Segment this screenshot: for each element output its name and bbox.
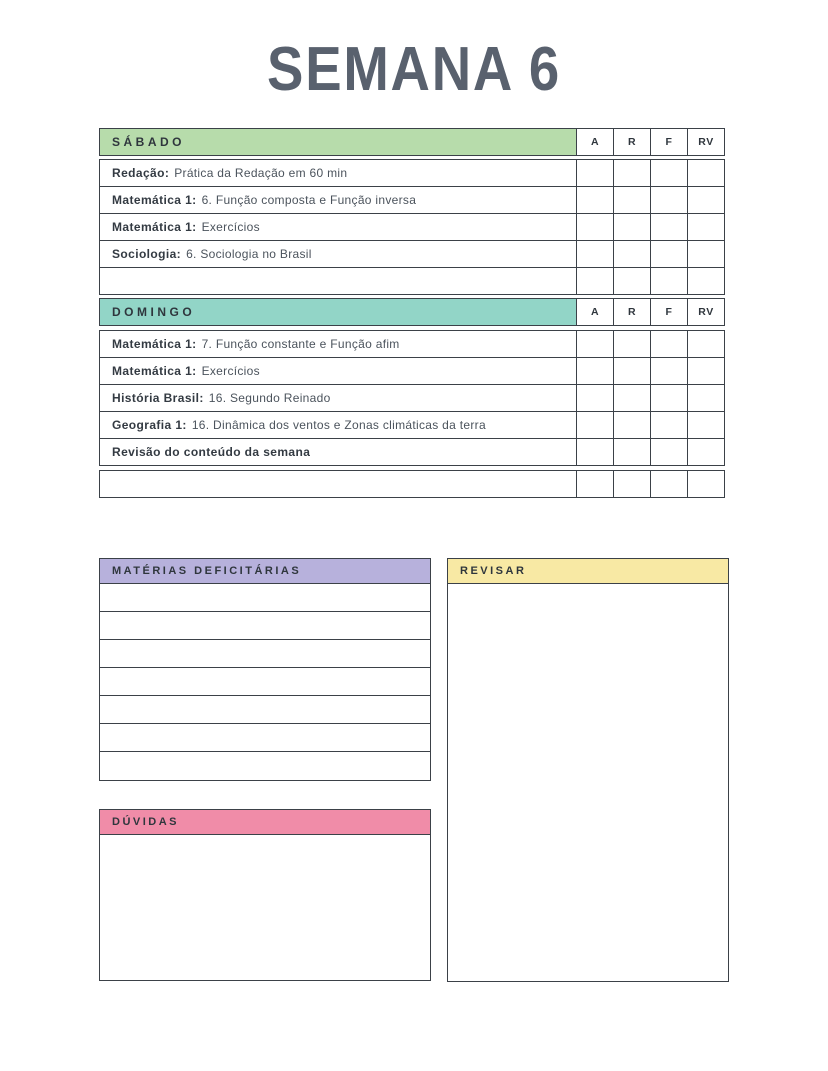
task-row xyxy=(99,438,729,466)
status-cell-r xyxy=(613,357,651,385)
task-description: Exercícios xyxy=(201,220,260,234)
status-cell-r xyxy=(613,411,651,439)
status-cell-r xyxy=(613,267,651,295)
status-column-header-rv: RV xyxy=(687,128,725,156)
status-cell-a xyxy=(576,357,614,385)
review-title: REVISAR xyxy=(460,565,527,577)
status-column-header-a: A xyxy=(576,298,614,326)
task-row xyxy=(99,330,729,358)
blank-line xyxy=(100,668,430,696)
status-column-header-rv: RV xyxy=(687,298,725,326)
status-cell-rv xyxy=(687,186,725,214)
status-cell-a xyxy=(576,330,614,358)
doubts-panel xyxy=(99,809,431,981)
task-row xyxy=(99,159,729,187)
status-cell-f xyxy=(650,159,688,187)
status-cell-f xyxy=(650,186,688,214)
deficient-subjects-header xyxy=(99,558,431,584)
task-cell xyxy=(99,384,577,412)
status-cell-rv xyxy=(687,384,725,412)
status-column-header-f: F xyxy=(650,128,688,156)
task-row xyxy=(99,213,729,241)
status-cell-f xyxy=(650,384,688,412)
status-cell-rv xyxy=(687,411,725,439)
task-row xyxy=(99,357,729,385)
status-cell-r xyxy=(613,240,651,268)
task-subject: História Brasil: xyxy=(112,391,204,405)
task-cell xyxy=(99,330,577,358)
task-cell xyxy=(99,470,577,498)
left-column xyxy=(99,558,431,982)
task-subject: Matemática 1: xyxy=(112,337,197,351)
status-cell-a xyxy=(576,470,614,498)
status-cell-f xyxy=(650,438,688,466)
weekly-schedule-table xyxy=(99,128,729,498)
status-cell-r xyxy=(613,470,651,498)
day-header-row-sabado xyxy=(99,128,729,156)
task-row-empty xyxy=(99,267,729,295)
task-subject: Matemática 1: xyxy=(112,193,197,207)
status-column-header-a: A xyxy=(576,128,614,156)
review-panel xyxy=(447,558,729,982)
task-subject: Matemática 1: xyxy=(112,220,197,234)
day-header-row-domingo xyxy=(99,298,729,326)
status-cell-r xyxy=(613,330,651,358)
doubts-header xyxy=(99,809,431,835)
task-subject: Redação: xyxy=(112,166,170,180)
status-cell-f xyxy=(650,470,688,498)
task-cell xyxy=(99,411,577,439)
status-cell-rv xyxy=(687,330,725,358)
status-cell-r xyxy=(613,186,651,214)
deficient-subjects-title: MATÉRIAS DEFICITÁRIAS xyxy=(112,565,302,577)
task-cell xyxy=(99,240,577,268)
blank-line xyxy=(100,752,430,780)
blank-line xyxy=(100,584,430,612)
day-label-sabado: SÁBADO xyxy=(99,128,577,156)
task-subject: Matemática 1: xyxy=(112,364,197,378)
task-cell xyxy=(99,267,577,295)
task-row xyxy=(99,384,729,412)
status-cell-rv xyxy=(687,240,725,268)
task-description: 16. Segundo Reinado xyxy=(208,391,331,405)
status-cell-f xyxy=(650,411,688,439)
status-cell-a xyxy=(576,438,614,466)
status-cell-a xyxy=(576,240,614,268)
status-cell-r xyxy=(613,384,651,412)
status-column-header-r: R xyxy=(613,128,651,156)
day-label-domingo: DOMINGO xyxy=(99,298,577,326)
deficient-subjects-panel xyxy=(99,558,431,781)
status-cell-f xyxy=(650,267,688,295)
task-cell xyxy=(99,186,577,214)
status-cell-rv xyxy=(687,267,725,295)
notes-section xyxy=(99,558,729,982)
status-cell-rv xyxy=(687,438,725,466)
page-header xyxy=(99,36,729,110)
doubts-body xyxy=(99,834,431,981)
task-description: 7. Função constante e Função afim xyxy=(201,337,400,351)
blank-line xyxy=(100,640,430,668)
task-description: Prática da Redação em 60 min xyxy=(174,166,348,180)
status-cell-f xyxy=(650,357,688,385)
task-description: 16. Dinâmica dos ventos e Zonas climáticas da terra xyxy=(191,418,486,432)
status-cell-r xyxy=(613,438,651,466)
status-cell-f xyxy=(650,213,688,241)
status-cell-rv xyxy=(687,159,725,187)
task-row-empty xyxy=(99,470,729,498)
status-cell-f xyxy=(650,330,688,358)
page-title: SEMANA 6 xyxy=(266,35,562,104)
task-subject: Revisão do conteúdo da semana xyxy=(112,445,311,459)
task-subject: Sociologia: xyxy=(112,247,182,261)
status-cell-f xyxy=(650,240,688,268)
blank-line xyxy=(100,612,430,640)
status-cell-rv xyxy=(687,357,725,385)
status-cell-r xyxy=(613,159,651,187)
status-cell-a xyxy=(576,411,614,439)
task-description: Exercícios xyxy=(201,364,260,378)
doubts-title: DÚVIDAS xyxy=(112,816,180,828)
task-row xyxy=(99,186,729,214)
task-cell xyxy=(99,438,577,466)
status-cell-rv xyxy=(687,470,725,498)
task-cell xyxy=(99,213,577,241)
review-body xyxy=(447,583,729,982)
status-cell-a xyxy=(576,159,614,187)
task-cell xyxy=(99,357,577,385)
status-cell-rv xyxy=(687,213,725,241)
status-column-header-f: F xyxy=(650,298,688,326)
status-cell-r xyxy=(613,213,651,241)
blank-line xyxy=(100,696,430,724)
status-cell-a xyxy=(576,384,614,412)
task-description: 6. Sociologia no Brasil xyxy=(186,247,312,261)
task-description: 6. Função composta e Função inversa xyxy=(201,193,417,207)
task-cell xyxy=(99,159,577,187)
task-row xyxy=(99,411,729,439)
status-cell-a xyxy=(576,186,614,214)
review-header xyxy=(447,558,729,584)
status-cell-a xyxy=(576,267,614,295)
status-column-header-r: R xyxy=(613,298,651,326)
deficient-subjects-body xyxy=(99,583,431,781)
blank-line xyxy=(100,724,430,752)
status-cell-a xyxy=(576,213,614,241)
task-subject: Geografia 1: xyxy=(112,418,187,432)
task-row xyxy=(99,240,729,268)
